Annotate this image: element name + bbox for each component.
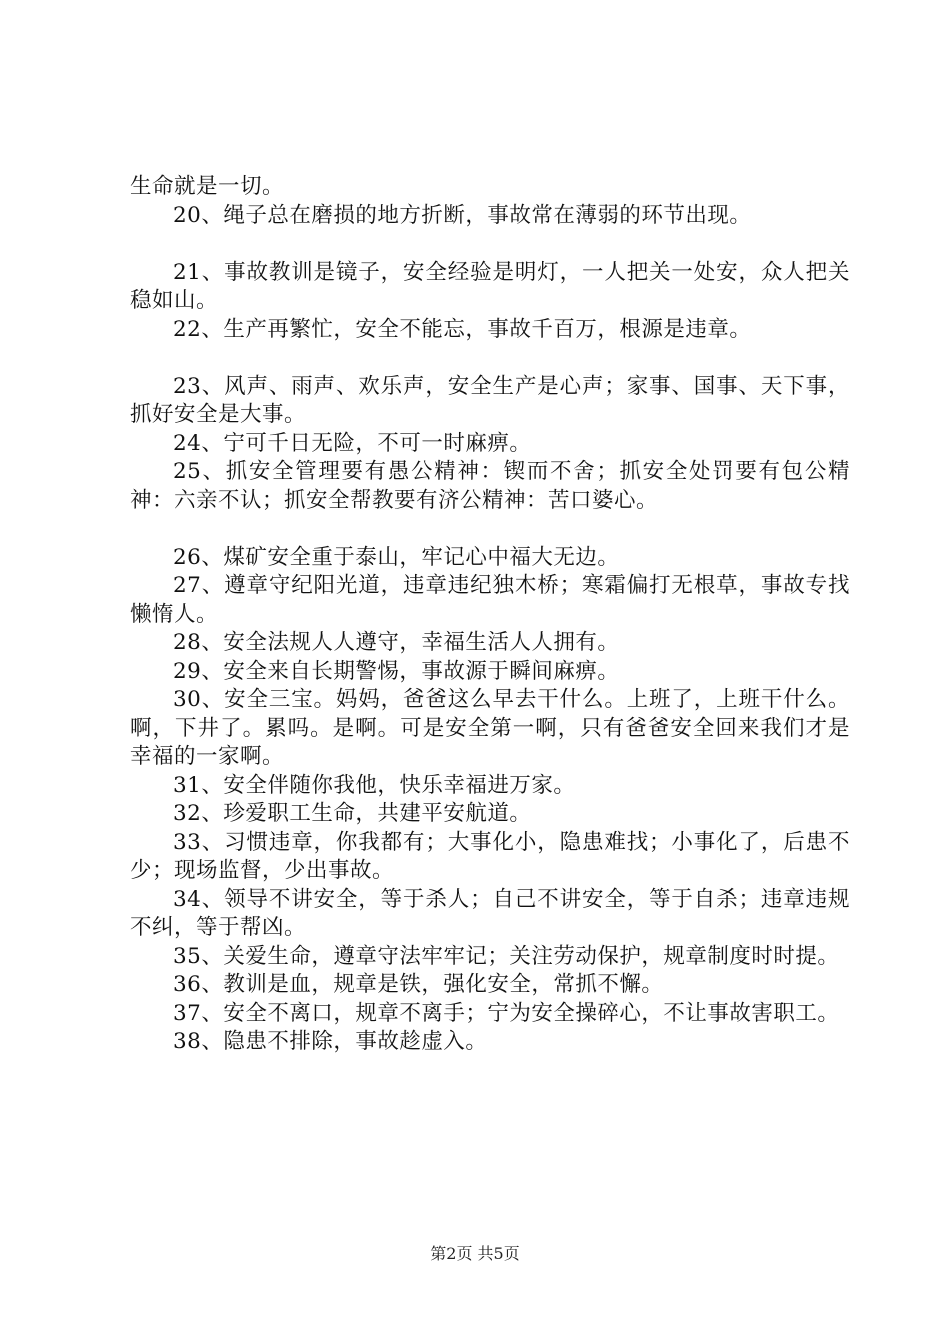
paragraph-item-30: 30、安全三宝。妈妈，爸爸这么早去干什么。上班了，上班干什么。啊，下井了。累吗。是啊。可是安全第一啊，只有爸爸安全回来我们才是幸福的一家啊。: [130, 687, 850, 769]
paragraph-item-31: 31、安全伴随你我他，快乐幸福进万家。: [173, 772, 576, 798]
paragraph-item-25: 25、抓安全管理要有愚公精神：锲而不舍；抓安全处罚要有包公精神：六亲不认；抓安全帮教要有济公精神：苦口婆心。: [130, 459, 850, 513]
paragraph-item-34: 34、领导不讲安全，等于杀人；自己不讲安全，等于自杀；违章违规不纠，等于帮凶。: [130, 886, 850, 940]
document-body: [130, 173, 850, 1057]
paragraph-item-20: 20、绳子总在磨损的地方折断，事故常在薄弱的环节出现。: [173, 202, 752, 228]
paragraph-item-38: 38、隐患不排除，事故趁虚入。: [173, 1029, 488, 1054]
paragraph-item-23: 23、风声、雨声、欢乐声，安全生产是心声；家事、国事、天下事，抓好安全是大事。: [130, 373, 850, 427]
paragraph-item-22: 22、生产再繁忙，安全不能忘，事故千百万，根源是违章。: [173, 316, 752, 342]
page-footer: 第2页 共5页: [430, 1244, 520, 1263]
paragraph-item-32: 32、珍爱职工生命，共建平安航道。: [173, 801, 532, 826]
paragraph-item-29: 29、安全来自长期警惕，事故源于瞬间麻痹。: [173, 658, 620, 684]
paragraph-item-36: 36、教训是血，规章是铁，强化安全，常抓不懈。: [173, 972, 664, 997]
paragraph-item-35: 35、关爱生命，遵章守法牢牢记；关注劳动保护，规章制度时时提。: [173, 943, 840, 969]
paragraph-item-37: 37、安全不离口，规章不离手；宁为安全操碎心，不让事故害职工。: [173, 1000, 840, 1026]
paragraph-item-33: 33、习惯违章，你我都有；大事化小，隐患难找；小事化了，后患不少；现场监督，少出事故。: [130, 829, 850, 883]
paragraph-item-26: 26、煤矿安全重于泰山，牢记心中福大无边。: [173, 544, 620, 570]
paragraph-item-27: 27、遵章守纪阳光道，违章违纪独木桥；寒霜偏打无根草，事故专找懒惰人。: [130, 573, 850, 627]
paragraph-item-28: 28、安全法规人人遵守，幸福生活人人拥有。: [173, 630, 620, 655]
paragraph-continuation: 生命就是一切。: [130, 174, 285, 199]
paragraph-item-24: 24、宁可千日无险，不可一时麻痹。: [173, 430, 532, 456]
paragraph-item-21: 21、事故教训是镜子，安全经验是明灯，一人把关一处安，众人把关稳如山。: [130, 259, 850, 313]
